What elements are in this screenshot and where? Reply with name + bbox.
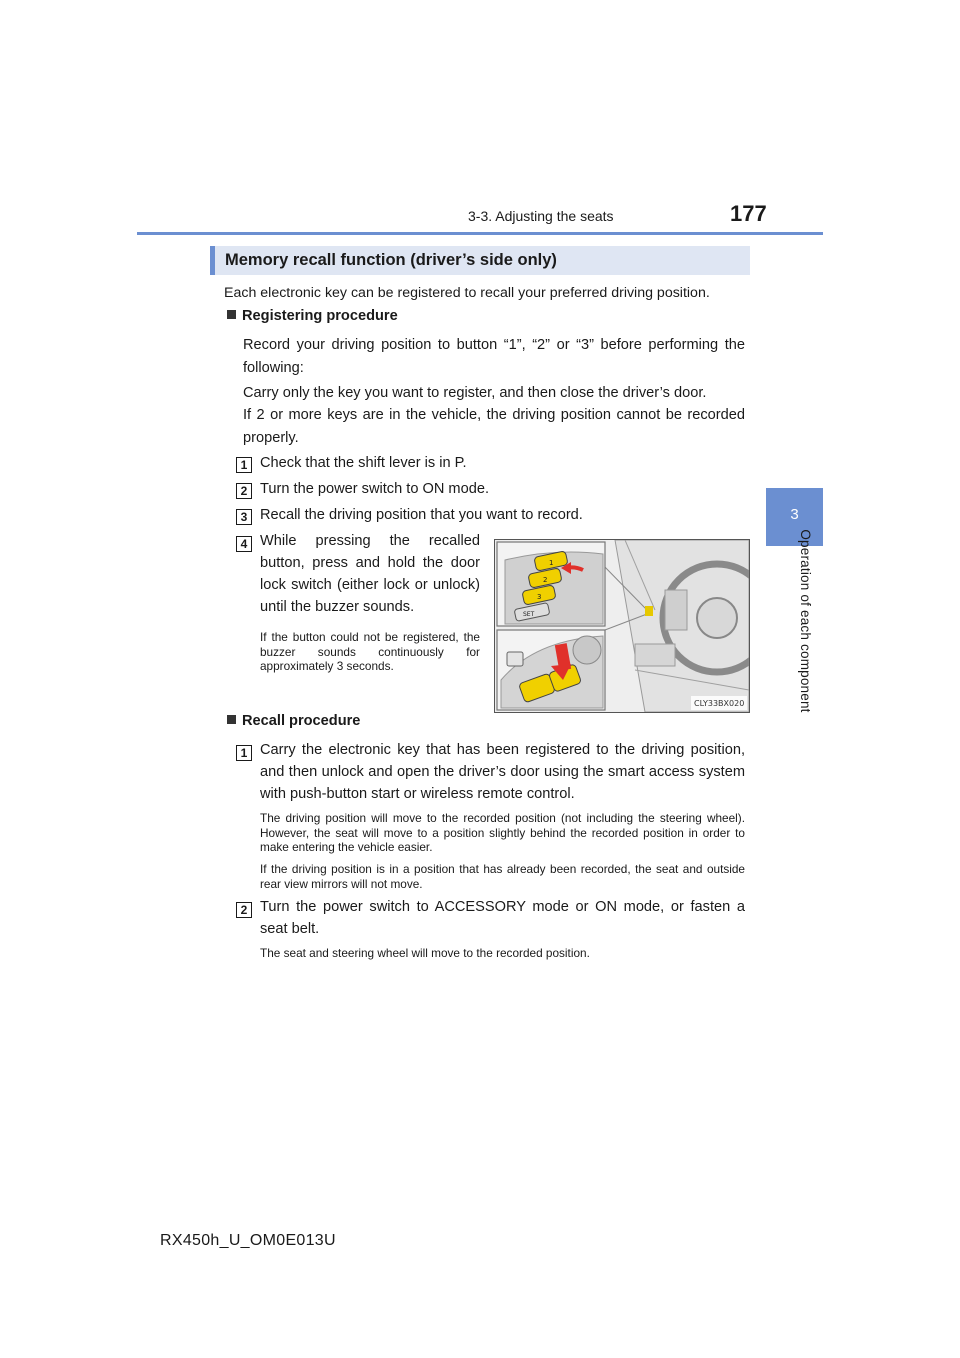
door-switch-illustration — [494, 539, 750, 713]
registering-para-3: If 2 or more keys are in the vehicle, the driving position cannot be recorded properly. — [243, 407, 745, 446]
step-note: The driving position will move to the recorded position (not including the steering wheel). However, the seat will move to a position slightly behind the recorded position in order to make entering the vehicle easier. — [260, 811, 745, 854]
set-button-label: SET — [523, 611, 535, 618]
registering-para-1: Record your driving position to button “1”, “2” or “3” before performing the following: — [243, 337, 745, 376]
step-note: If the driving position is in a position that has already been recorded, the seat and outside rear view mirrors will not move. — [260, 862, 745, 891]
memory-button-label: 3 — [537, 593, 542, 601]
step-number-box: 4 — [236, 536, 252, 552]
page-number: 177 — [730, 201, 767, 226]
step-number-box: 1 — [236, 457, 252, 473]
section-title-bar — [210, 246, 750, 275]
chapter-title: Operation of each component — [798, 529, 813, 713]
chapter-number: 3 — [790, 506, 799, 523]
step-text: Turn the power switch to ON mode. — [260, 481, 489, 497]
figure-code: CLY33BX020 — [694, 699, 745, 708]
registering-heading — [227, 308, 398, 324]
recall-heading-text: Recall procedure — [242, 713, 361, 729]
registering-para-2: Carry only the key you want to register, and then close the driver’s door. — [243, 385, 707, 401]
illustration-svg — [495, 540, 749, 712]
intro-text: Each electronic key can be registered to recall your preferred driving position. — [224, 285, 710, 301]
registering-heading-text: Registering procedure — [242, 308, 398, 324]
step-text: Recall the driving position that you want to record. — [260, 507, 583, 523]
memory-button-label: 1 — [549, 559, 554, 567]
document-code: RX450h_U_OM0E013U — [160, 1232, 336, 1249]
square-bullet-icon — [227, 715, 236, 724]
step-text: While pressing the recalled button, press and hold the door lock switch (either lock or unlock) until the buzzer sounds. — [260, 533, 480, 615]
step-text: Check that the shift lever is in P. — [260, 455, 467, 471]
step-text: Carry the electronic key that has been registered to the driving position, and then unlock and open the driver’s door using the smart access system with push-button start or wireless remote control. — [260, 742, 745, 802]
step-number-box: 2 — [236, 902, 252, 918]
step-note: The seat and steering wheel will move to the recorded position. — [260, 946, 590, 960]
header-rule — [137, 232, 823, 235]
step-note: If the button could not be registered, the buzzer sounds continuously for approximately 3 seconds. — [260, 630, 480, 673]
step-number-box: 2 — [236, 483, 252, 499]
step-text: Turn the power switch to ACCESSORY mode or ON mode, or fasten a seat belt. — [260, 899, 745, 937]
square-bullet-icon — [227, 310, 236, 319]
section-title: Memory recall function (driver’s side only) — [225, 251, 557, 269]
running-header-section: 3-3. Adjusting the seats — [468, 208, 614, 224]
step-number-box: 1 — [236, 745, 252, 761]
memory-button-label: 2 — [543, 576, 548, 584]
recall-heading — [227, 713, 360, 729]
step-number-box: 3 — [236, 509, 252, 525]
